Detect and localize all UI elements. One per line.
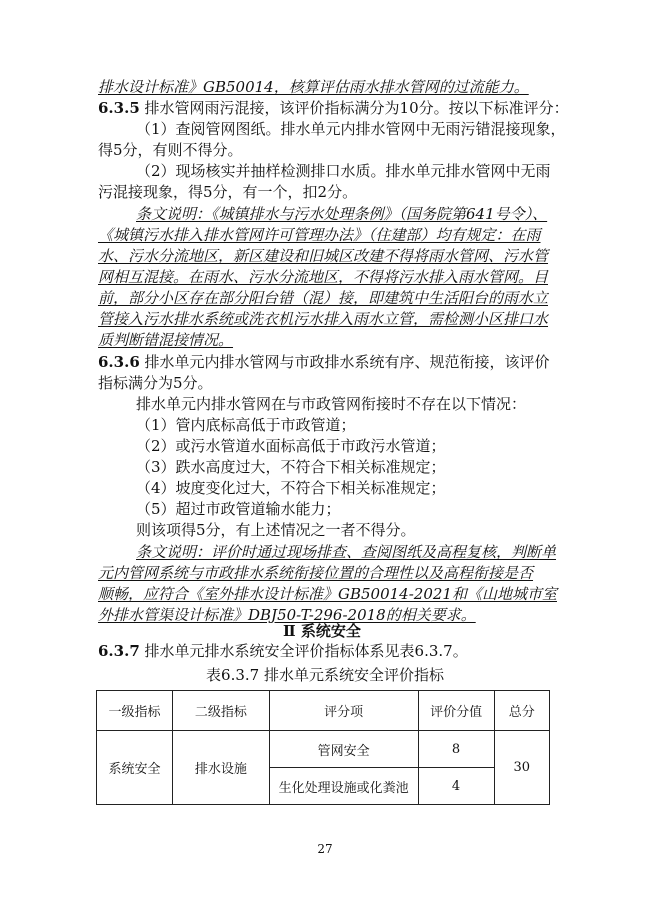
explanation-line [98, 246, 548, 266]
item-name-cell: 生化处理设施或化粪池 [269, 768, 418, 805]
line-text: （4）坡度变化过大，不符合下相关标准规定； [136, 479, 446, 497]
clause-number: 6.3.5 [98, 99, 140, 117]
text-line [98, 373, 213, 393]
text-line [136, 119, 566, 139]
explanation-line [98, 77, 529, 97]
text-line [136, 457, 446, 477]
text-line [136, 478, 446, 498]
text-line [136, 394, 526, 414]
item-score-cell: 8 [418, 731, 494, 768]
line-text: 条文说明：评价时通过现场排查、查阅图纸及高程复核，判断单 [136, 543, 557, 561]
clause-number: 6.3.7 [98, 642, 140, 660]
evaluation-table [96, 690, 550, 805]
item-name-cell: 管网安全 [269, 731, 418, 768]
item-score-cell: 4 [418, 768, 494, 805]
text-line [136, 499, 341, 519]
explanation-line [136, 542, 556, 562]
line-text: 网相互混接。在雨水、污水分流地区，不得将污水排入雨水管网。目 [98, 268, 549, 286]
line-text: （5）超过市政管道输水能力； [136, 500, 341, 518]
text-line [136, 415, 356, 435]
explanation-line [98, 288, 548, 308]
line-text: 得5分，有则不得分。 [98, 141, 243, 159]
text-line [98, 352, 550, 372]
line-text: 排水单元内排水管网在与市政管网衔接时不存在以下情况： [136, 395, 527, 413]
level2-cell: 排水设施 [173, 731, 270, 805]
table-caption: 表6.3.7 排水单元系统安全评价指标 [206, 666, 444, 684]
table-row [97, 731, 550, 768]
explanation-line [98, 309, 548, 329]
line-text: 前，部分小区存在部分阳台错（混）接，即建筑中生活阳台的雨水立 [98, 289, 549, 307]
table-header: 一级指标 [97, 691, 173, 731]
text-line [136, 520, 416, 540]
text-line [136, 436, 446, 456]
table-header: 总分 [494, 691, 549, 731]
level1-cell: 系统安全 [97, 731, 173, 805]
line-text: 《城镇污水排入排水管网许可管理办法》（住建部）均有规定：在雨 [98, 226, 541, 244]
clause-6-3-7 [98, 641, 468, 661]
text-line [98, 98, 569, 118]
line-text: （3）跌水高度过大，不符合下相关标准规定； [136, 458, 446, 476]
line-text: 管接入污水排水系统或洗衣机污水排入雨水立管，需检测小区排口水 [98, 310, 549, 328]
line-text: 则该项得5分，有上述情况之一者不得分。 [136, 521, 416, 539]
explanation-line [98, 330, 233, 350]
line-text: 污混接现象，得5分，有一个，扣2分。 [98, 183, 358, 201]
line-text: 顺畅，应符合《室外排水设计标准》GB50014-2021和《山地城市室 [98, 585, 557, 603]
line-text: 排水管网雨污混接，该评价指标满分为10分。按以下标准评分： [139, 99, 569, 117]
clause-text: 排水单元排水系统安全评价指标体系见表6.3.7。 [139, 642, 468, 660]
table-header: 二级指标 [173, 691, 270, 731]
line-text: 质判断错混接情况。 [98, 331, 234, 349]
table-header: 评价分值 [418, 691, 494, 731]
line-text: 排水设计标准》GB50014，核算评估雨水排水管网的过流能力。 [98, 78, 529, 96]
explanation-line [136, 204, 547, 224]
explanation-line [98, 584, 557, 604]
page-number: 27 [317, 842, 333, 856]
line-text: 条文说明：《城镇排水与污水处理条例》（国务院第641号令）、 [136, 205, 548, 223]
explanation-line [98, 225, 541, 245]
line-text: 外排水管渠设计标准》DBJ50-T-296-2018的相关要求。 [98, 606, 476, 624]
explanation-line [98, 267, 548, 287]
line-text: （1）管内底标高低于市政管道； [136, 416, 356, 434]
clause-number: 6.3.6 [98, 353, 140, 371]
line-text: （1）查阅管网图纸。排水单元内排水管网中无雨污错混接现象， [136, 120, 566, 138]
line-text: （2）或污水管道水面标高低于市政污水管道； [136, 437, 446, 455]
text-line [98, 182, 357, 202]
line-text: 排水单元内排水管网与市政排水系统有序、规范衔接，该评价 [139, 353, 550, 371]
explanation-line [98, 563, 533, 583]
table-header: 评分项 [269, 691, 418, 731]
text-line [98, 140, 243, 160]
text-line [136, 161, 551, 181]
section-title: Ⅱ 系统安全 [283, 622, 361, 640]
line-text: （2）现场核实并抽样检测排口水质。排水单元排水管网中无雨 [136, 162, 551, 180]
total-cell: 30 [494, 731, 549, 805]
table-header-row [97, 691, 550, 731]
line-text: 水、污水分流地区，新区建设和旧城区改建不得将雨水管网、污水管 [98, 247, 549, 265]
line-text: 指标满分为5分。 [98, 374, 213, 392]
line-text: 元内管网系统与市政排水系统衔接位置的合理性以及高程衔接是否 [98, 564, 534, 582]
